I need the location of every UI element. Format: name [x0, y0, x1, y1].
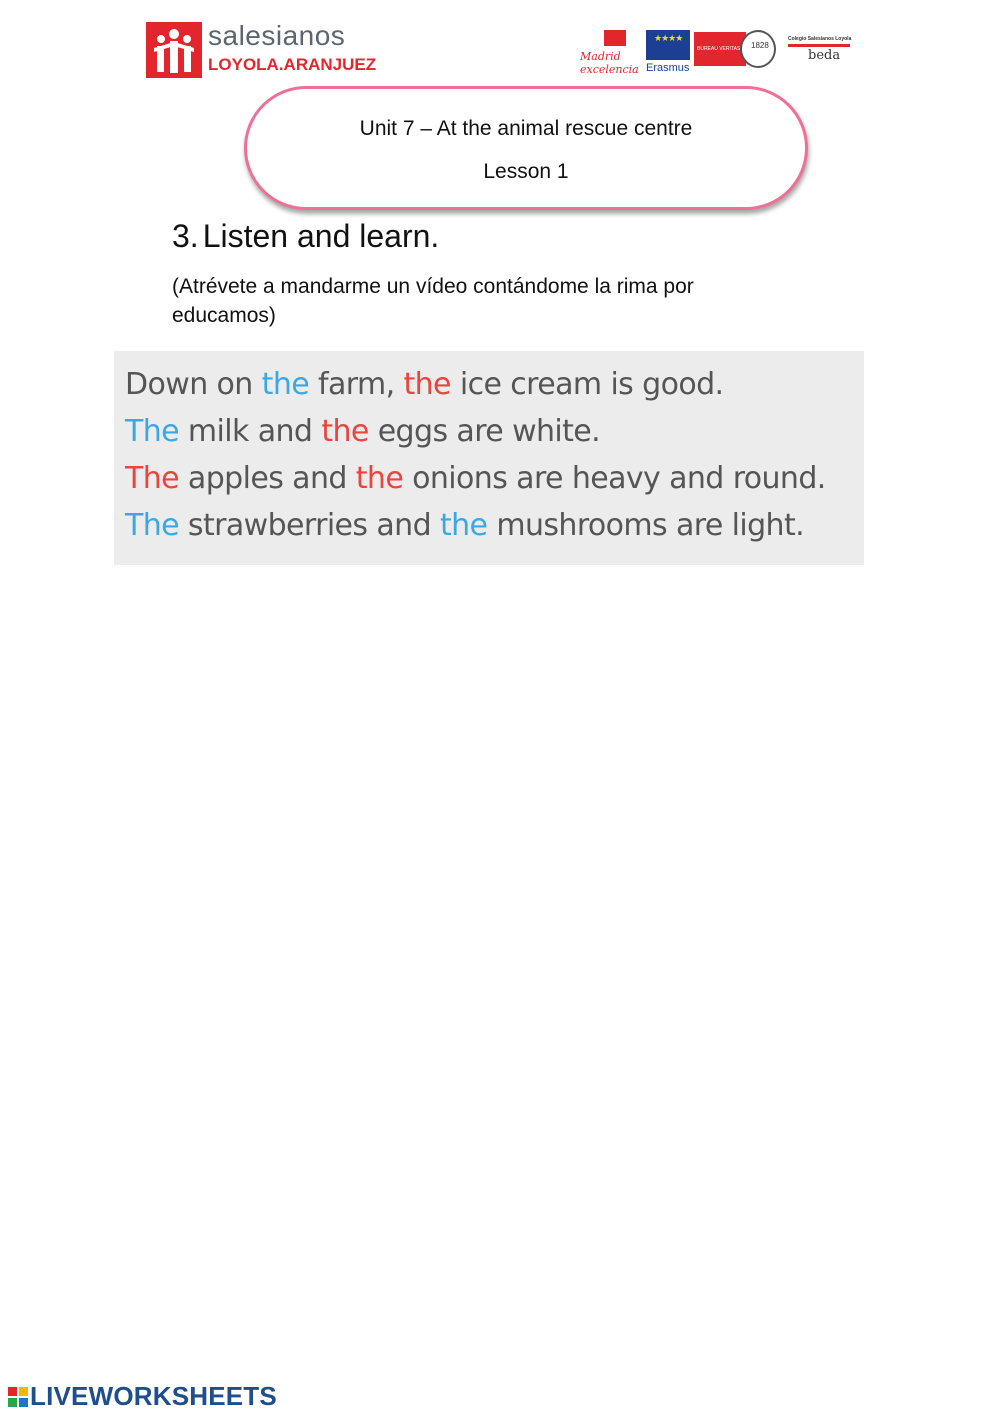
partner-label: Colegio Salesianos Loyola	[788, 36, 852, 42]
erasmus-logo	[646, 30, 690, 74]
unit-title: Unit 7 – At the animal rescue centre	[359, 117, 693, 140]
ubeda-logo	[782, 28, 856, 72]
logo-subtitle: LOYOLA.ARANJUEZ	[208, 55, 377, 74]
unit-title-box	[244, 86, 808, 210]
rhyme-text: Down on	[125, 367, 262, 402]
article-red: the	[355, 461, 404, 496]
article-red: The	[125, 461, 179, 496]
rhyme-text: mushrooms are light.	[487, 508, 805, 543]
rhyme-line	[125, 508, 804, 543]
rhyme-line	[125, 461, 826, 496]
rhyme-text: eggs are white.	[368, 414, 601, 449]
instruction-text: (Atrévete a mandarme un vídeo contándome la rima por educamos)	[172, 275, 694, 327]
rhyme-text: apples and	[179, 461, 356, 496]
rhyme-text: onions are heavy and round.	[403, 461, 826, 496]
logo-name: salesianos	[208, 20, 346, 51]
partner-label: 1828	[751, 41, 769, 50]
divider	[788, 44, 850, 47]
liveworksheets-brand	[8, 1381, 277, 1412]
article-red: the	[403, 367, 451, 402]
rhyme-text: ice cream is good.	[450, 367, 724, 402]
liveworksheets-logo-icon	[8, 1387, 28, 1407]
rhyme-line	[125, 367, 723, 402]
bureau-veritas-logo	[694, 32, 746, 66]
article-blue: The	[125, 508, 179, 543]
article-red: the	[321, 414, 369, 449]
partner-label: BUREAU VERITAS	[697, 46, 741, 52]
partner-label: Madrid excelencia	[580, 50, 639, 76]
section-title: Listen and learn.	[202, 218, 440, 254]
article-blue: the	[439, 508, 488, 543]
madrid-excellence-logo	[574, 28, 644, 76]
certification-seal-logo	[740, 30, 776, 68]
salesianos-people-icon	[146, 22, 202, 78]
rhyme-line	[125, 414, 600, 449]
salesianos-logo	[146, 20, 377, 80]
article-blue: The	[125, 414, 179, 449]
article-blue: the	[261, 367, 310, 402]
partner-subtitle: beda	[808, 48, 841, 63]
rhyme-text: farm,	[309, 367, 404, 402]
madrid-flag-icon	[604, 30, 626, 46]
section-heading	[172, 218, 439, 255]
partner-logos	[574, 28, 856, 74]
partner-label: Erasmus	[646, 62, 690, 74]
rhyme-text: strawberries and	[179, 508, 440, 543]
rhyme-box	[114, 351, 864, 565]
section-number: 3.	[172, 218, 199, 254]
brand-name: LIVEWORKSHEETS	[30, 1381, 277, 1411]
lesson-label: Lesson 1	[483, 160, 569, 183]
rhyme-text: milk and	[179, 414, 322, 449]
eu-stars-icon: ★★★★	[654, 33, 683, 43]
